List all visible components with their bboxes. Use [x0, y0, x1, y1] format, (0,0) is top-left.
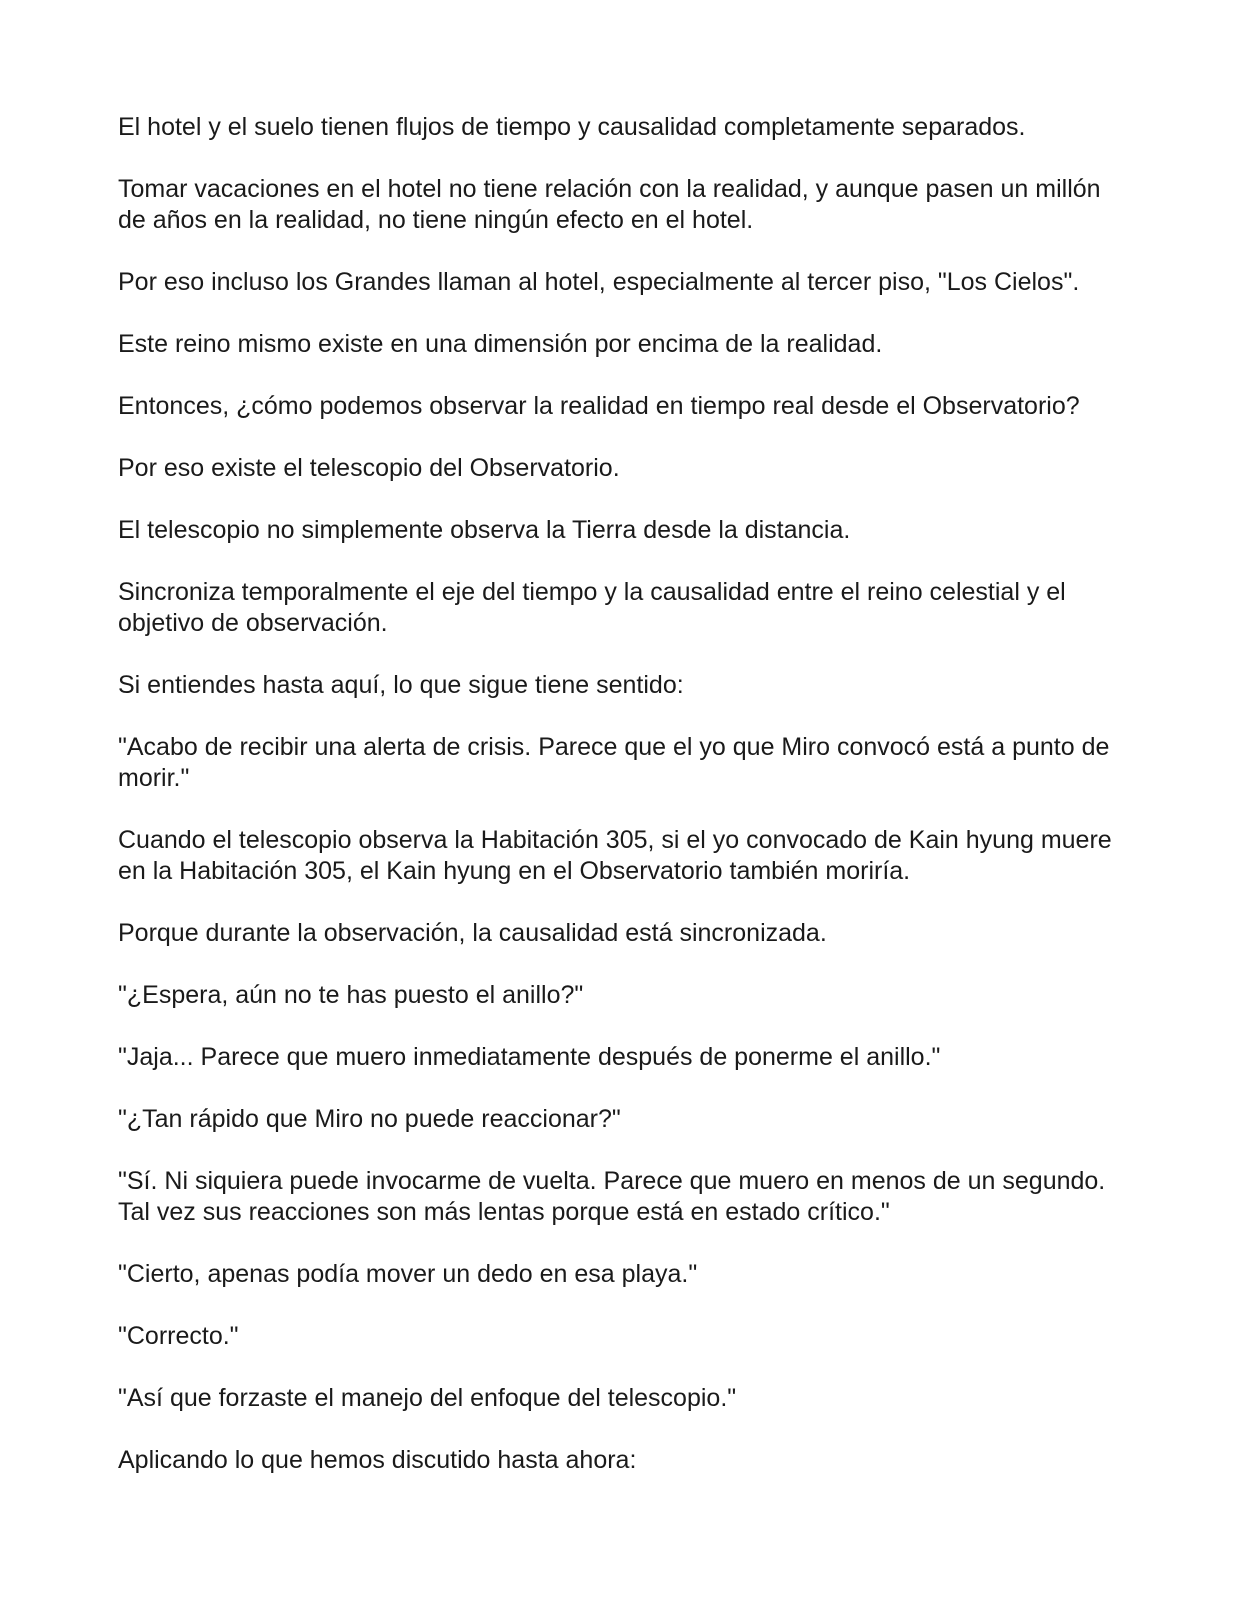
paragraph: "¿Tan rápido que Miro no puede reaccionar?"	[118, 1105, 621, 1133]
paragraph: Este reino mismo existe en una dimensión por encima de la realidad.	[118, 330, 883, 358]
paragraph: Por eso existe el telescopio del Observatorio.	[118, 454, 620, 482]
paragraph: El telescopio no simplemente observa la Tierra desde la distancia.	[118, 516, 851, 544]
document-body	[118, 112, 1133, 1507]
paragraph: "Cierto, apenas podía mover un dedo en esa playa."	[118, 1260, 698, 1288]
paragraph: Sincroniza temporalmente el eje del tiempo y la causalidad entre el reino celestial y el objetivo de observación.	[118, 578, 1066, 637]
paragraph: Porque durante la observación, la causalidad está sincronizada.	[118, 919, 827, 947]
paragraph: "Sí. Ni siquiera puede invocarme de vuelta. Parece que muero en menos de un segundo. Tal vez sus reacciones son más lentas porque está en estado crítico."	[118, 1167, 1106, 1226]
paragraph: Entonces, ¿cómo podemos observar la realidad en tiempo real desde el Observatorio?	[118, 392, 1080, 420]
paragraph: Por eso incluso los Grandes llaman al hotel, especialmente al tercer piso, "Los Cielos".	[118, 268, 1080, 296]
paragraph: Aplicando lo que hemos discutido hasta ahora:	[118, 1446, 637, 1474]
paragraph: Si entiendes hasta aquí, lo que sigue tiene sentido:	[118, 671, 684, 699]
paragraph: El hotel y el suelo tienen flujos de tiempo y causalidad completamente separados.	[118, 113, 1026, 141]
paragraph: "Acabo de recibir una alerta de crisis. Parece que el yo que Miro convocó está a punto de morir."	[118, 733, 1110, 792]
paragraph: "Correcto."	[118, 1322, 239, 1350]
paragraph: "Jaja... Parece que muero inmediatamente después de ponerme el anillo."	[118, 1043, 941, 1071]
paragraph: "Así que forzaste el manejo del enfoque del telescopio."	[118, 1384, 737, 1412]
paragraph: Cuando el telescopio observa la Habitación 305, si el yo convocado de Kain hyung muere en la Habitación 305, el Kain hyung en el Observatorio también moriría.	[118, 826, 1112, 885]
paragraph: "¿Espera, aún no te has puesto el anillo?"	[118, 981, 584, 1009]
paragraph: Tomar vacaciones en el hotel no tiene relación con la realidad, y aunque pasen un millón de años en la realidad, no tiene ningún efecto en el hotel.	[118, 175, 1101, 234]
